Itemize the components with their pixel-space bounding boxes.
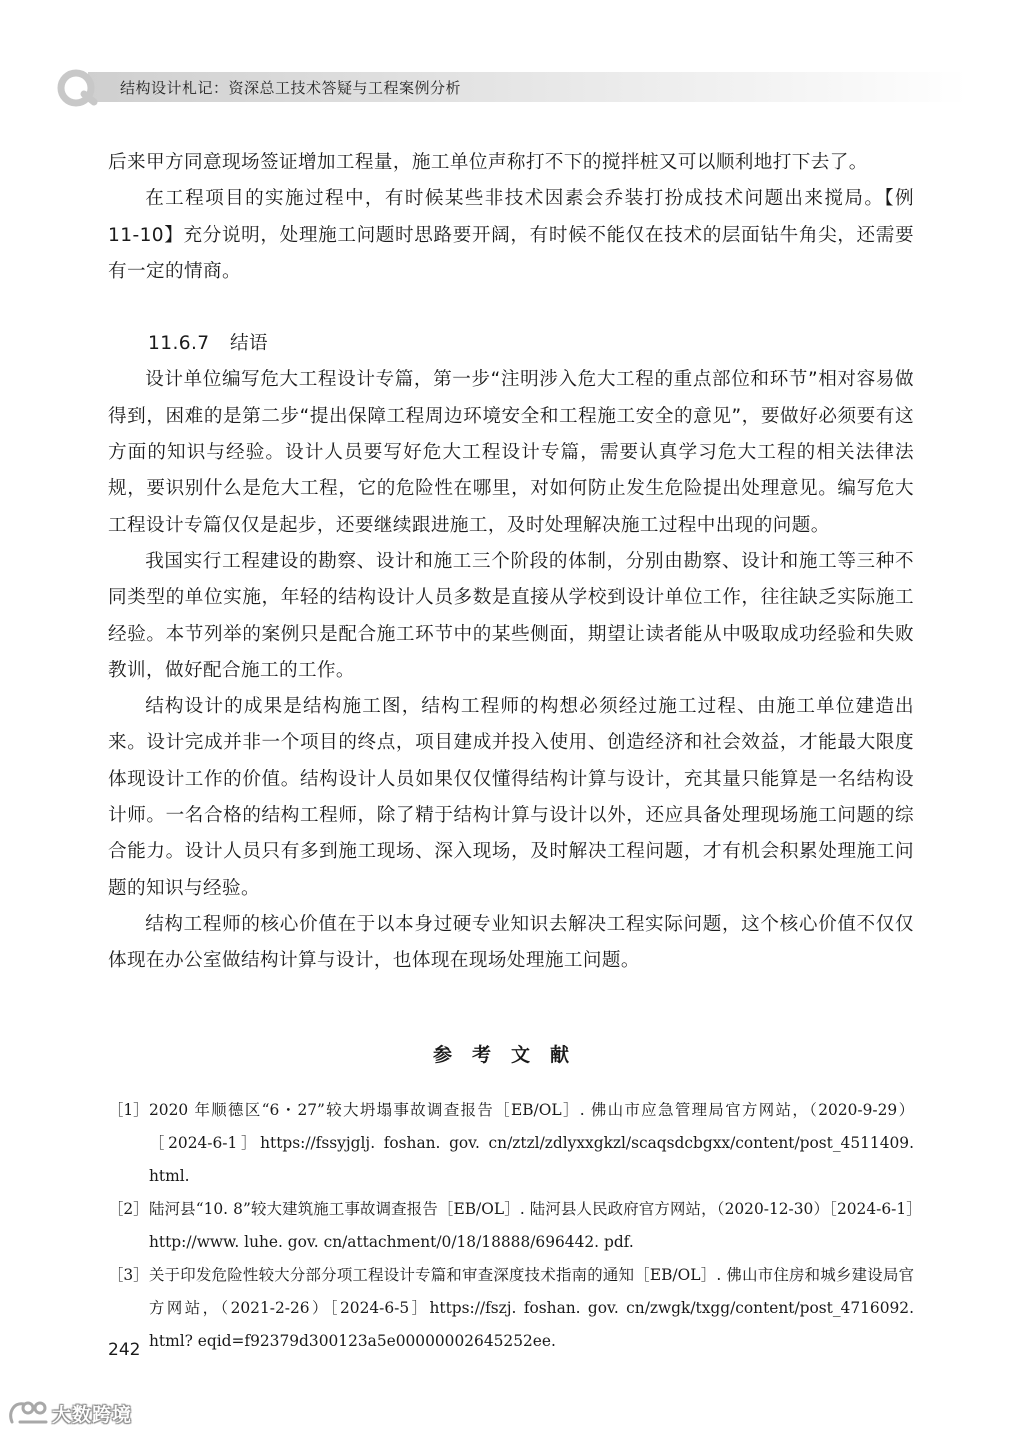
reference-text: 关于印发危险性较大分部分项工程设计专篇和审查深度技术指南的通知［EB/OL］. 佛山市住房和城乡建设局官方网站，（2021-2-26）［2024-6-5］https://fszj. foshan. gov. cn/zwgk/txgg/content/post_4716092. html? eqid=f92379d300123a5e00000002645252ee. [149,1266,914,1350]
reference-item [108,1094,914,1193]
watermark [6,1398,146,1428]
reference-number: ［1］ [108,1101,149,1119]
paragraph: 在工程项目的实施过程中，有时候某些非技术因素会乔装打扮成技术问题出来搅局。【例 11-10】充分说明，处理施工问题时思路要开阔，有时候不能仅在技术的层面钻牛角尖，还需要有一定的情商。 [108,188,914,282]
section-heading [108,326,914,362]
reference-text: 2020 年顺德区“6・27”较大坍塌事故调查报告［EB/OL］. 佛山市应急管理局官方网站，（2020-9-29）［2024-6-1］https://fssyjglj. foshan. gov. cn/ztzl/zdlyxxgkzl/scaqsdcbgxx/content/post_4511409. html. [149,1101,914,1185]
body-text [108,145,914,980]
page-number: 242 [108,1340,141,1360]
header-title: 结构设计札记：资深总工技术答疑与工程案例分析 [120,79,462,97]
paragraph: 我国实行工程建设的勘察、设计和施工三个阶段的体制，分别由勘察、设计和施工等三种不同类型的单位实施，年轻的结构设计人员多数是直接从学校到设计单位工作，往往缺乏实际施工经验。本节列举的案例只是配合施工环节中的某些侧面，期望让读者能从中吸取成功经验和失败教训，做好配合施工的工作。 [108,550,914,681]
paragraph: 结构设计的成果是结构施工图，结构工程师的构想必须经过施工过程、由施工单位建造出来。设计完成并非一个项目的终点，项目建成并投入使用、创造经济和社会效益，才能最大限度体现设计工作的价值。结构设计人员如果仅仅懂得结构计算与设计，充其量只能算是一名结构设计师。一名合格的结构工程师，除了精于结构计算与设计以外，还应具备处理现场施工问题的综合能力。设计人员只有多到施工现场、深入现场，及时解决工程问题，才有机会积累处理施工问题的知识与经验。 [108,696,914,899]
paragraph: 后来甲方同意现场签证增加工程量，施工单位声称打不下的搅拌桩又可以顺利地打下去了。 [108,152,868,173]
section-title: 结语 [230,333,268,355]
watermark-text: 大数跨境 [52,1404,133,1426]
references-title: 参考文献 [432,1044,589,1066]
reference-number: ［2］ [108,1200,149,1218]
header-logo-icon [54,68,102,108]
paragraph: 设计单位编写危大工程设计专篇，第一步“注明涉入危大工程的重点部位和环节”相对容易做得到，困难的是第二步“提出保障工程周边环境安全和工程施工安全的意见”，要做好必须要有这方面的知识与经验。设计人员要写好危大工程设计专篇，需要认真学习危大工程的相关法律法规，要识别什么是危大工程，它的危险性在哪里，对如何防止发生危险提出处理意见。编写危大工程设计专篇仅仅是起步，还要继续跟进施工，及时处理解决施工过程中出现的问题。 [108,369,914,536]
section-number: 11.6.7 [148,333,210,355]
references-list [108,1094,914,1358]
reference-text: 陆河县“10. 8”较大建筑施工事故调查报告［EB/OL］. 陆河县人民政府官方网站，（2020-12-30）［2024-6-1］http://www. luhe. gov. cn/attachment/0/18/18888/696442. pdf. [149,1200,914,1251]
running-header [54,68,974,108]
paragraph: 结构工程师的核心价值在于以本身过硬专业知识去解决工程实际问题，这个核心价值不仅仅体现在办公室做结构计算与设计，也体现在现场处理施工问题。 [108,913,914,972]
reference-number: ［3］ [108,1266,149,1284]
reference-item [108,1259,914,1358]
reference-item [108,1193,914,1259]
watermark-logo-icon [6,1398,50,1428]
